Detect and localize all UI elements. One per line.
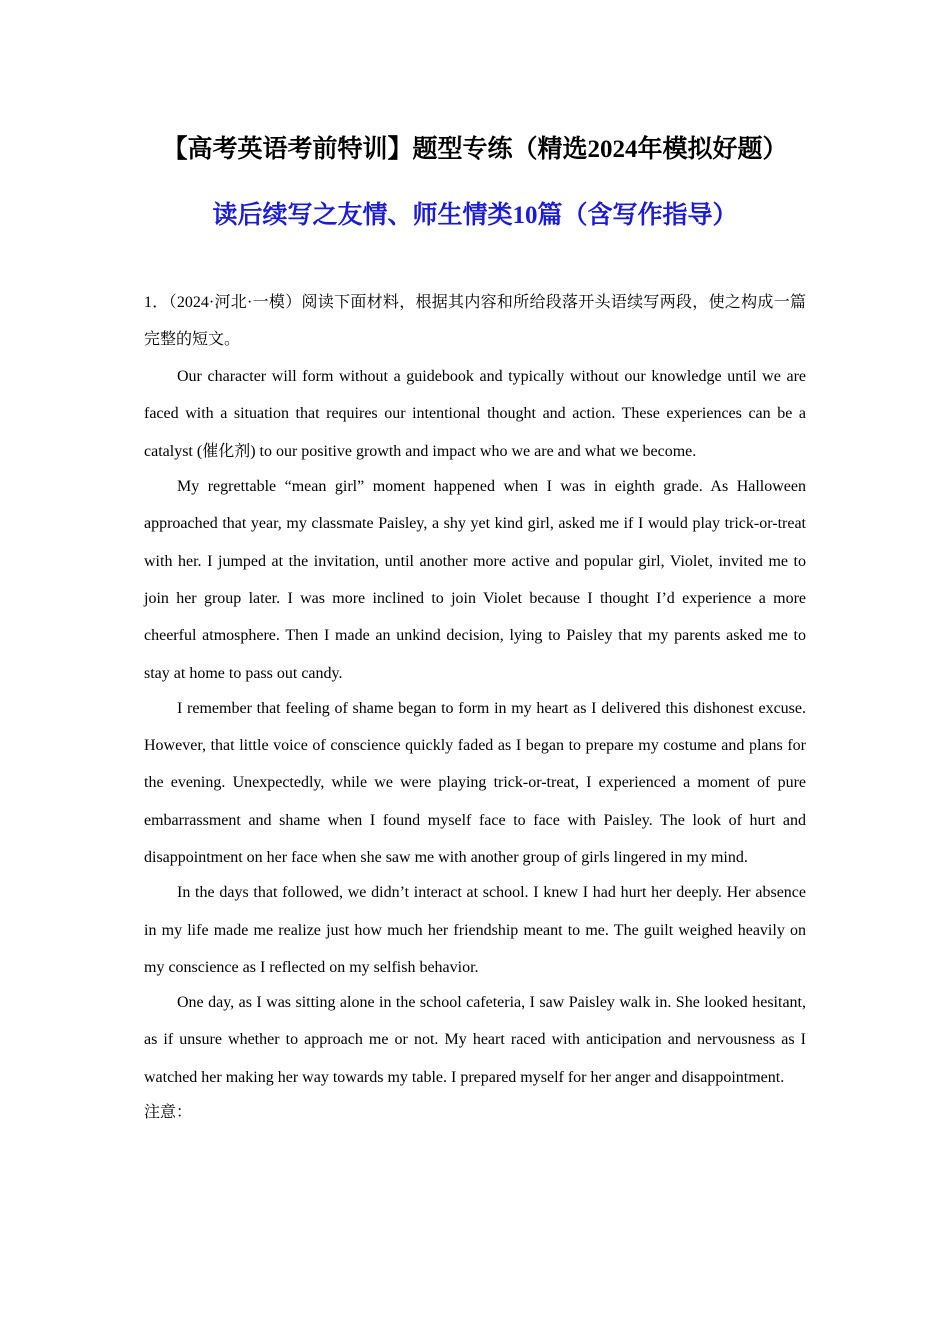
passage-paragraph-4: In the days that followed, we didn’t interact at school. I knew I had hurt her deeply. Her absence in my life made me realize just how much her friendship meant to me. The guilt weighed heavily on my conscience as I reflected on my selfish behavior. [144,884,806,976]
question-intro: （2024·河北·一模）阅读下面材料，根据其内容和所给段落开头语续写两段，使之构成一篇完整的短文。 [144,294,806,348]
page-subtitle: 读后续写之友情、师生情类10篇（含写作指导） [212,202,738,229]
passage-paragraph-1: Our character will form without a guidebook and typically without our knowledge until we are faced with a situation that requires our intentional thought and action. These experiences can be a catalyst (催化剂) to our positive growth and impact who we are and what we become. [144,368,806,460]
question-body [144,284,806,1131]
passage-paragraph-5: One day, as I was sitting alone in the school cafeteria, I saw Paisley walk in. She looked hesitant, as if unsure whether to approach me or not. My heart raced with anticipation and nervousness as I watched her making her way towards my table. I prepared myself for her anger and disappointment. [144,993,806,1086]
passage-paragraph-3: I remember that feeling of shame began to form in my heart as I delivered this dishonest excuse. However, that little voice of conscience quickly faded as I began to prepare my costume and plans for the evening. Unexpectedly, while we were playing trick-or-treat, I experienced a moment of pure embarrassment and shame when I found myself face to face with Paisley. The look of hurt and disappointment on her face when she saw me with another group of girls lingered in my mind. [144,699,806,867]
note-label: 注意： [144,1103,193,1121]
question-number: 1． [144,294,169,311]
page-title: 【高考英语考前特训】题型专练（精选2024年模拟好题） [162,136,788,163]
question-intro-line [144,284,806,358]
passage-paragraph-2: My regrettable “mean girl” moment happened when I was in eighth grade. As Halloween approached that year, my classmate Paisley, a shy yet kind girl, asked me if I would play trick-or-treat with her. I jumped at the invitation, until another more active and popular girl, Violet, invited me to join her group later. I was more inclined to join Violet because I thought I’d experience a more cheerful atmosphere. Then I made an unkind decision, lying to Paisley that my parents asked me to stay at home to pass out candy. [144,477,806,682]
